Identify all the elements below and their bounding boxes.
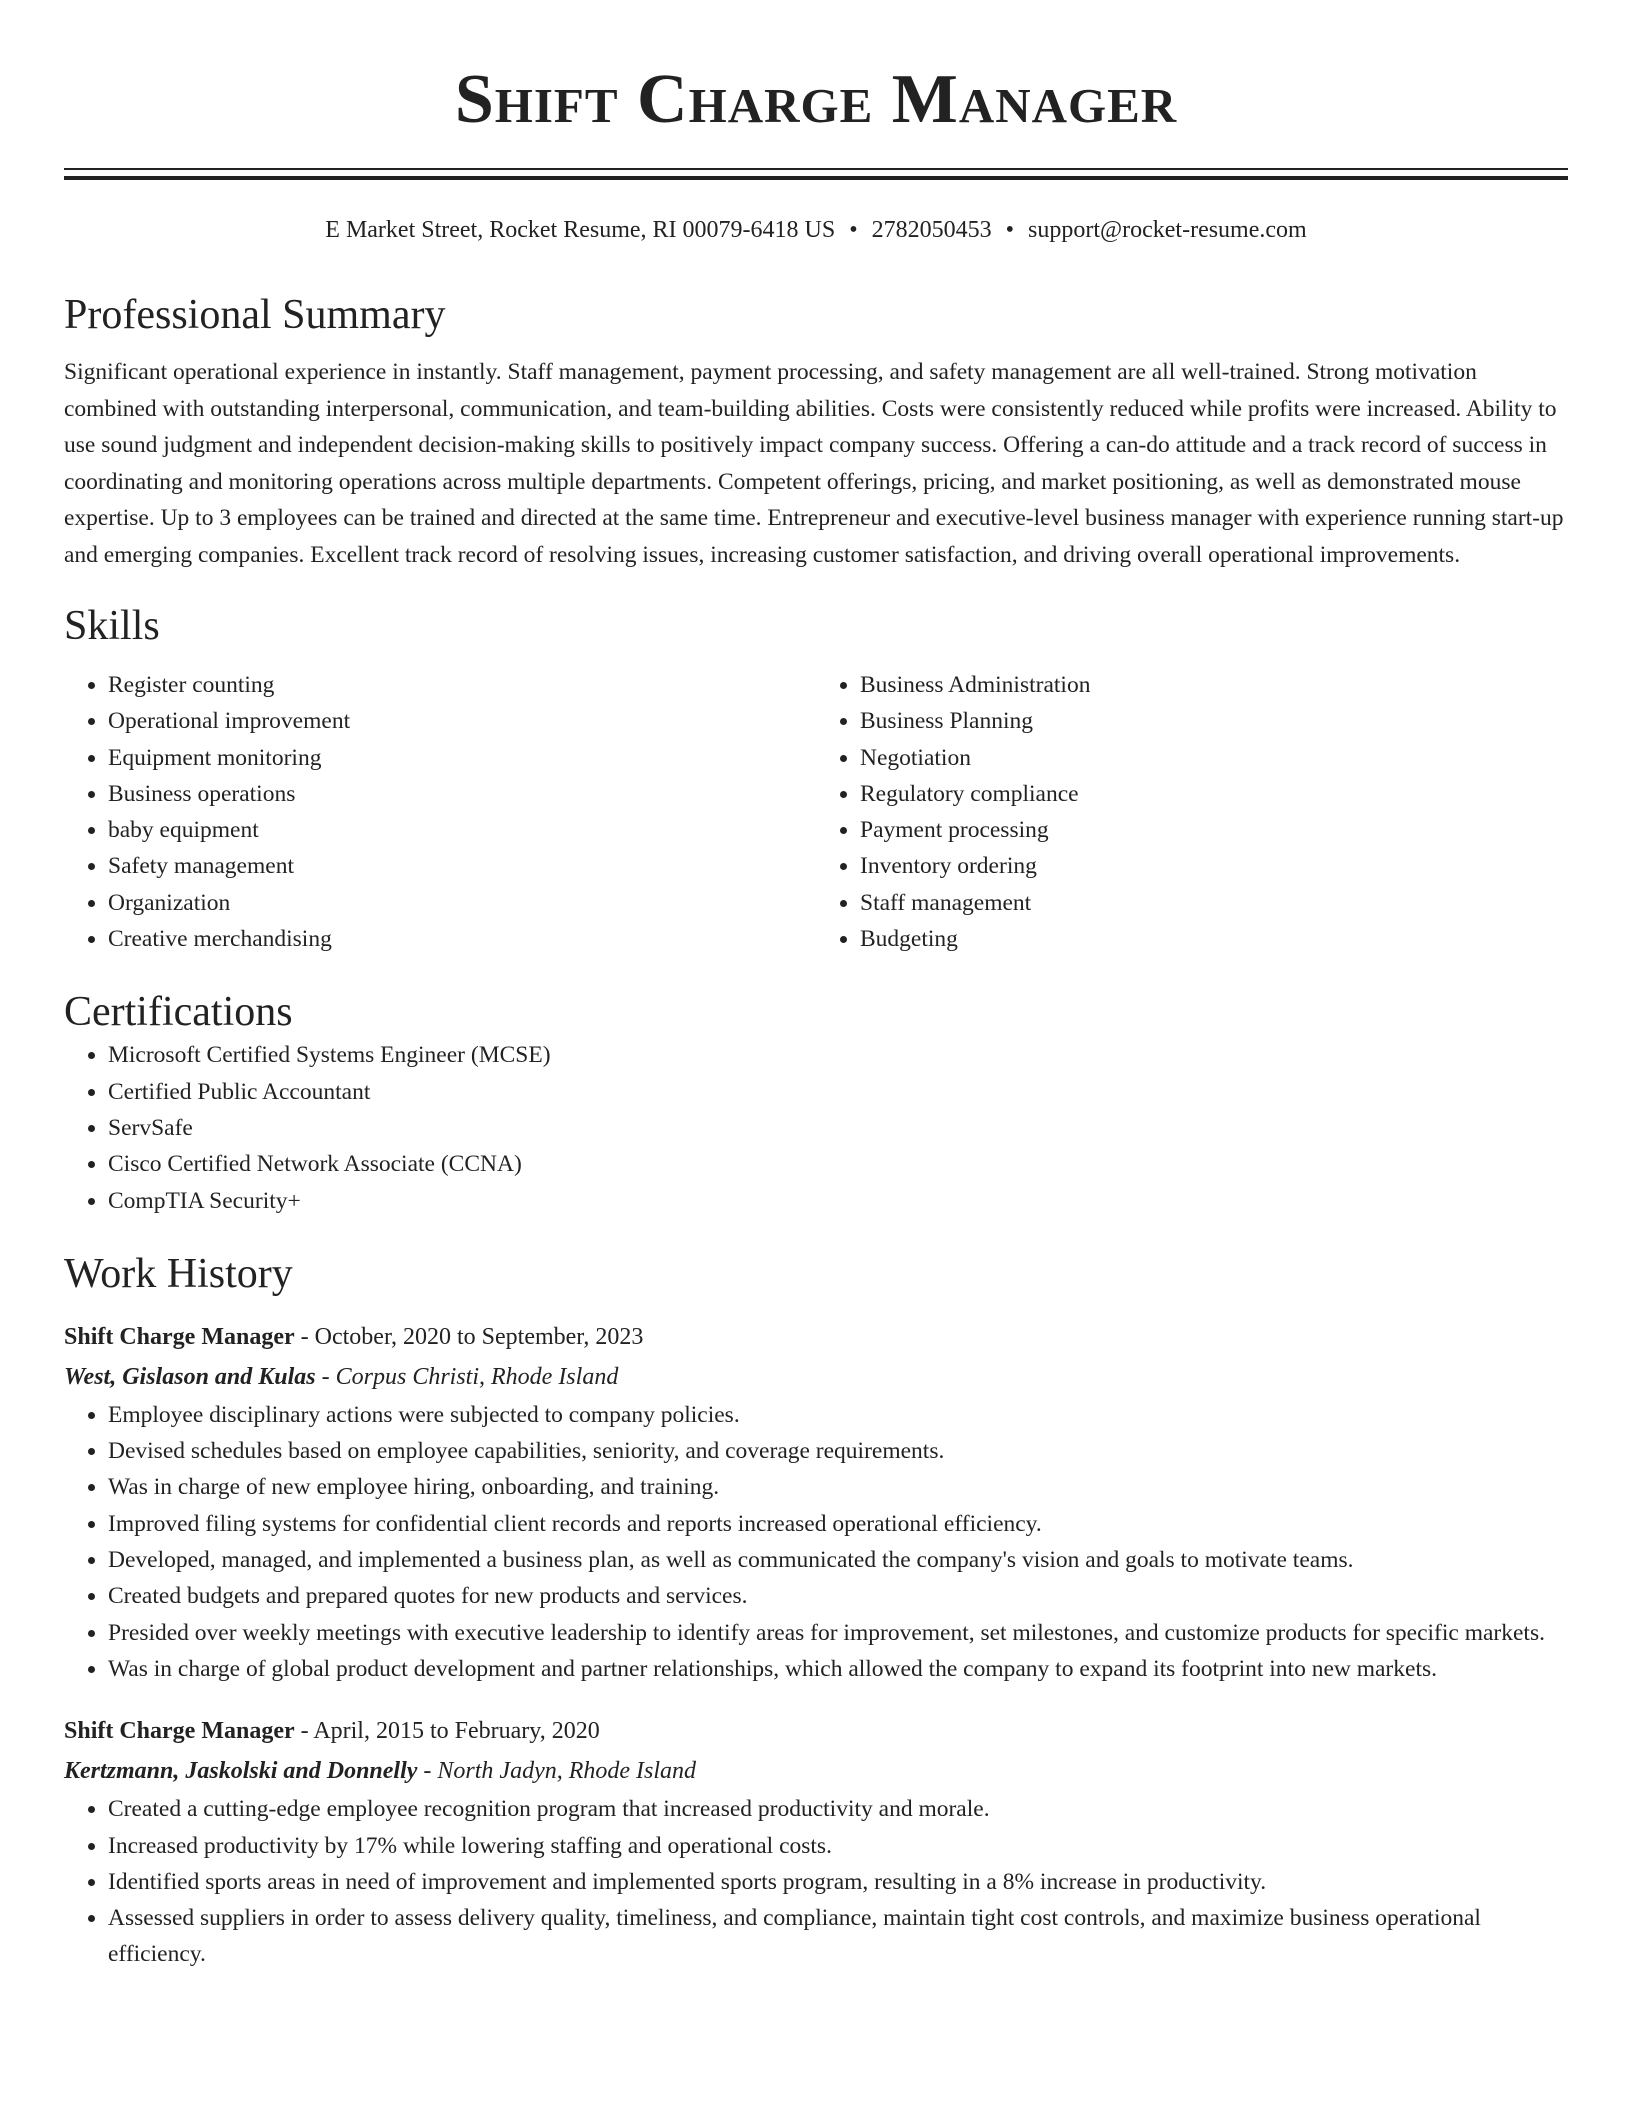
skill-item: • Business Administration	[860, 667, 1568, 703]
contact-address: E Market Street, Rocket Resume, RI 00079-6418 US	[325, 217, 836, 243]
skills-heading: Skills	[64, 603, 160, 649]
job-role: Shift Charge Manager	[64, 1718, 295, 1745]
job-company-line	[64, 1357, 1568, 1397]
job-duty: • Assessed suppliers in order to assess delivery quality, timeliness, and compliance, maintain tight cost controls, and maximize business operational efficiency.	[108, 1900, 1568, 1973]
skill-item: • Operational improvement	[108, 703, 816, 739]
contact-email: support@rocket-resume.com	[1028, 217, 1307, 243]
contact-phone: 2782050453	[871, 217, 992, 243]
job-duty: • Was in charge of new employee hiring, onboarding, and training.	[108, 1469, 1568, 1505]
job-dash: -	[315, 1363, 336, 1390]
job-duty: • Employee disciplinary actions were subjected to company policies.	[108, 1397, 1568, 1433]
job-duty: • Developed, managed, and implemented a business plan, as well as communicated the company's vision and goals to motivate teams.	[108, 1542, 1568, 1578]
header-divider-thick	[64, 176, 1568, 180]
skill-item: • Safety management	[108, 848, 816, 884]
skill-item: • Inventory ordering	[860, 848, 1568, 884]
resume-name: Shift Charge Manager	[454, 61, 1178, 138]
skill-item: • Equipment monitoring	[108, 740, 816, 776]
certification-item: • Cisco Certified Network Associate (CCNA)	[108, 1146, 1568, 1182]
skill-item: • Business operations	[108, 776, 816, 812]
skill-item: • Payment processing	[860, 812, 1568, 848]
job-duty: • Created a cutting-edge employee recognition program that increased productivity and morale.	[108, 1791, 1568, 1827]
job-dash: -	[294, 1718, 314, 1745]
skills-list-right	[816, 667, 1568, 957]
job-duty: • Increased productivity by 17% while lowering staffing and operational costs.	[108, 1828, 1568, 1864]
job-entry	[64, 1317, 1568, 1687]
job-duty: • Presided over weekly meetings with executive leadership to identify areas for improvement, set milestones, and customize products for specific markets.	[108, 1615, 1568, 1651]
summary-heading: Professional Summary	[64, 292, 446, 338]
skill-item: • Creative merchandising	[108, 921, 816, 957]
job-company: West, Gislason and Kulas	[64, 1363, 316, 1390]
certification-item: • ServSafe	[108, 1110, 1568, 1146]
job-duty: • Created budgets and prepared quotes for new products and services.	[108, 1578, 1568, 1614]
skill-item: • baby equipment	[108, 812, 816, 848]
job-location: North Jadyn, Rhode Island	[437, 1758, 697, 1785]
job-duty: • Improved filing systems for confidential client records and reports increased operational efficiency.	[108, 1506, 1568, 1542]
skills-columns	[64, 667, 1568, 957]
job-dash: -	[294, 1323, 315, 1350]
job-duty: • Was in charge of global product development and partner relationships, which allowed the company to expand its footprint into new markets.	[108, 1651, 1568, 1687]
certifications-list	[64, 1037, 1568, 1218]
skill-item: • Staff management	[860, 885, 1568, 921]
job-duty: • Devised schedules based on employee capabilities, seniority, and coverage requirements.	[108, 1433, 1568, 1469]
certification-item: • Microsoft Certified Systems Engineer (MCSE)	[108, 1037, 1568, 1073]
skill-item: • Register counting	[108, 667, 816, 703]
job-company-line	[64, 1751, 1568, 1791]
certification-item: • CompTIA Security+	[108, 1183, 1568, 1219]
contact-line	[64, 214, 1568, 246]
job-title-line	[64, 1317, 1568, 1357]
job-title-line	[64, 1711, 1568, 1751]
skill-item: • Negotiation	[860, 740, 1568, 776]
skill-item: • Budgeting	[860, 921, 1568, 957]
certification-item: • Certified Public Accountant	[108, 1074, 1568, 1110]
job-dates: April, 2015 to February, 2020	[313, 1718, 600, 1745]
certifications-heading: Certifications	[64, 989, 293, 1036]
skill-item: • Organization	[108, 885, 816, 921]
job-duty: • Identified sports areas in need of improvement and implemented sports program, resulting in a 8% increase in productivity.	[108, 1864, 1568, 1900]
job-role: Shift Charge Manager	[64, 1323, 295, 1350]
contact-separator: •	[849, 217, 858, 243]
skill-item: • Business Planning	[860, 703, 1568, 739]
work-history-heading: Work History	[64, 1250, 293, 1297]
job-duties-list	[64, 1397, 1568, 1687]
job-entry	[64, 1711, 1568, 1972]
job-company: Kertzmann, Jaskolski and Donnelly	[64, 1758, 418, 1785]
job-duties-list	[64, 1791, 1568, 1972]
job-location: Corpus Christi, Rhode Island	[335, 1363, 619, 1390]
header-divider-thin	[64, 168, 1568, 170]
summary-text: Significant operational experience in instantly. Staff management, payment processing, and safety management are all well-trained. Strong motivation combined with outstanding interpersonal, communication, and team-building abilities. Costs were consistently reduced while profits were increased. Ability to use sound judgment and independent decision-making skills to positively impact company success. Offering a can-do attitude and a track record of success in coordinating and monitoring operations across multiple departments. Competent offerings, pricing, and market positioning, as well as demonstrated mouse expertise. Up to 3 employees can be trained and directed at the same time. Entrepreneur and executive-level business manager with experience running start-up and emerging companies. Excellent track record of resolving issues, increasing customer satisfaction, and driving overall operational improvements.	[64, 359, 1564, 568]
job-dates: October, 2020 to September, 2023	[314, 1323, 644, 1350]
contact-separator: •	[1005, 217, 1015, 243]
skill-item: • Regulatory compliance	[860, 776, 1568, 812]
job-dash: -	[417, 1758, 438, 1785]
skills-list-left	[64, 667, 816, 957]
